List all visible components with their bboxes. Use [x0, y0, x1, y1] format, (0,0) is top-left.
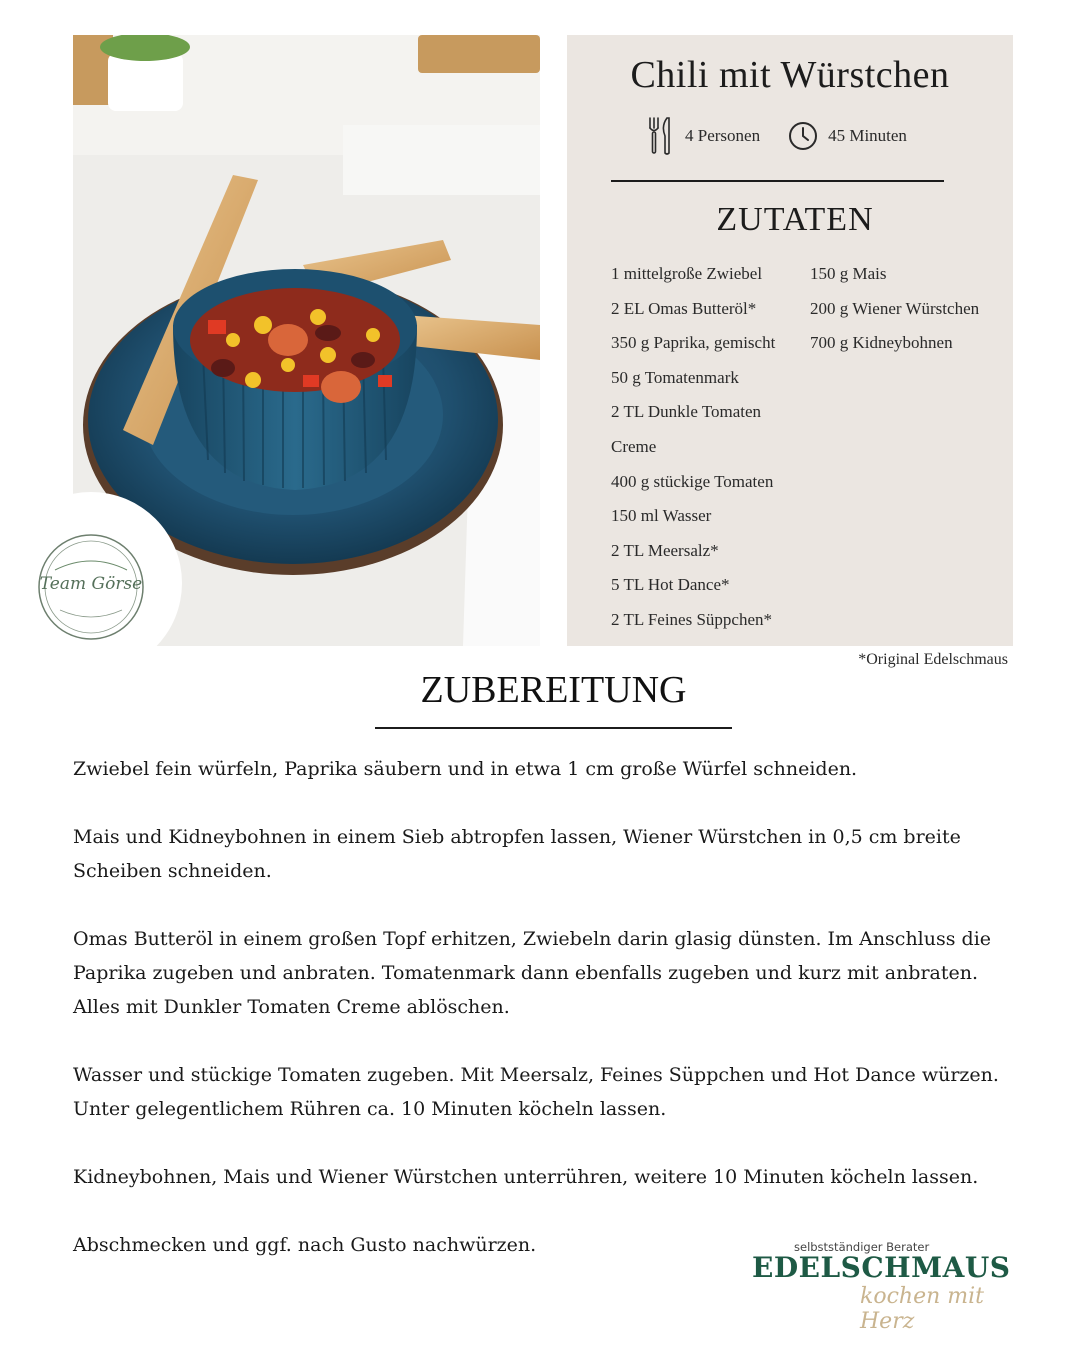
brand-tagline: kochen mit Herz	[860, 1284, 984, 1334]
duration-info	[788, 121, 907, 151]
preparation-heading: ZUBEREITUNG	[420, 669, 687, 711]
team-logo	[0, 492, 182, 674]
ingredient-item: 2 TL Meersalz*	[611, 540, 719, 560]
ingredient-item: Creme	[611, 436, 657, 456]
ingredient-item: 50 g Tomatenmark	[611, 367, 739, 387]
ingredients-card	[567, 35, 1013, 646]
ingredients-list-left	[611, 257, 807, 638]
recipe-title: Chili mit Würstchen	[630, 54, 950, 96]
team-logo-text: Team Görse	[39, 574, 143, 594]
preparation-step: Mais und Kidneybohnen in einem Sieb abtropfen lassen, Wiener Würstchen in 0,5 cm breite Scheiben schneiden.	[73, 826, 961, 882]
servings-info	[647, 116, 760, 156]
title-divider	[611, 180, 944, 182]
ingredient-item: 2 TL Feines Süppchen*	[611, 609, 773, 629]
ingredient-item: 400 g stückige Tomaten	[611, 471, 774, 491]
servings-text: 4 Personen	[685, 126, 761, 145]
ingredient-item: 150 ml Wasser	[611, 506, 712, 526]
duration-text: 45 Minuten	[828, 126, 907, 145]
ingredient-item: 2 EL Omas Butteröl*	[611, 298, 757, 318]
clock-icon	[788, 121, 818, 151]
preparation-divider	[375, 727, 732, 729]
brand-subtitle: selbstständiger Berater	[794, 1240, 930, 1254]
preparation-step: Zwiebel fein würfeln, Paprika säubern und in etwa 1 cm große Würfel schneiden.	[73, 758, 858, 780]
recipe-meta	[647, 115, 907, 157]
ingredients-heading: ZUTATEN	[716, 201, 874, 238]
ingredient-item: 2 TL Dunkle Tomaten	[611, 402, 762, 422]
preparation-step: Abschmecken und ggf. nach Gusto nachwürzen.	[73, 1234, 537, 1256]
ingredient-item: 700 g Kidneybohnen	[810, 333, 953, 353]
cutlery-icon	[647, 116, 673, 156]
ingredients-list-right	[810, 257, 1010, 361]
preparation-steps	[73, 752, 1003, 1296]
preparation-step: Omas Butteröl in einem großen Topf erhitzen, Zwiebeln darin glasig dünsten. Im Anschluss die Paprika zugeben und anbraten. Tomatenmark dann ebenfalls zugeben und kurz mit anbraten. Alles mit Dunkler Tomaten Creme ablöschen.	[73, 928, 992, 1018]
preparation-step: Wasser und stückige Tomaten zugeben. Mit Meersalz, Feines Süppchen und Hot Dance würzen. Unter gelegentlichem Rühren ca. 10 Minuten köcheln lassen.	[73, 1064, 999, 1120]
brand-name: EDELSCHMAUS	[752, 1251, 1011, 1284]
ingredients-footnote: *Original Edelschmaus	[858, 651, 1008, 668]
ingredient-item: 200 g Wiener Würstchen	[810, 298, 980, 318]
preparation-step: Kidneybohnen, Mais und Wiener Würstchen unterrühren, weitere 10 Minuten köcheln lassen.	[73, 1166, 979, 1188]
ingredient-item: 1 mittelgroße Zwiebel	[611, 264, 763, 283]
brand-logo	[752, 1240, 1012, 1334]
ingredient-item: 5 TL Hot Dance*	[611, 575, 730, 595]
ingredient-item: 150 g Mais	[810, 264, 887, 283]
ingredient-item: 350 g Paprika, gemischt	[611, 333, 776, 353]
